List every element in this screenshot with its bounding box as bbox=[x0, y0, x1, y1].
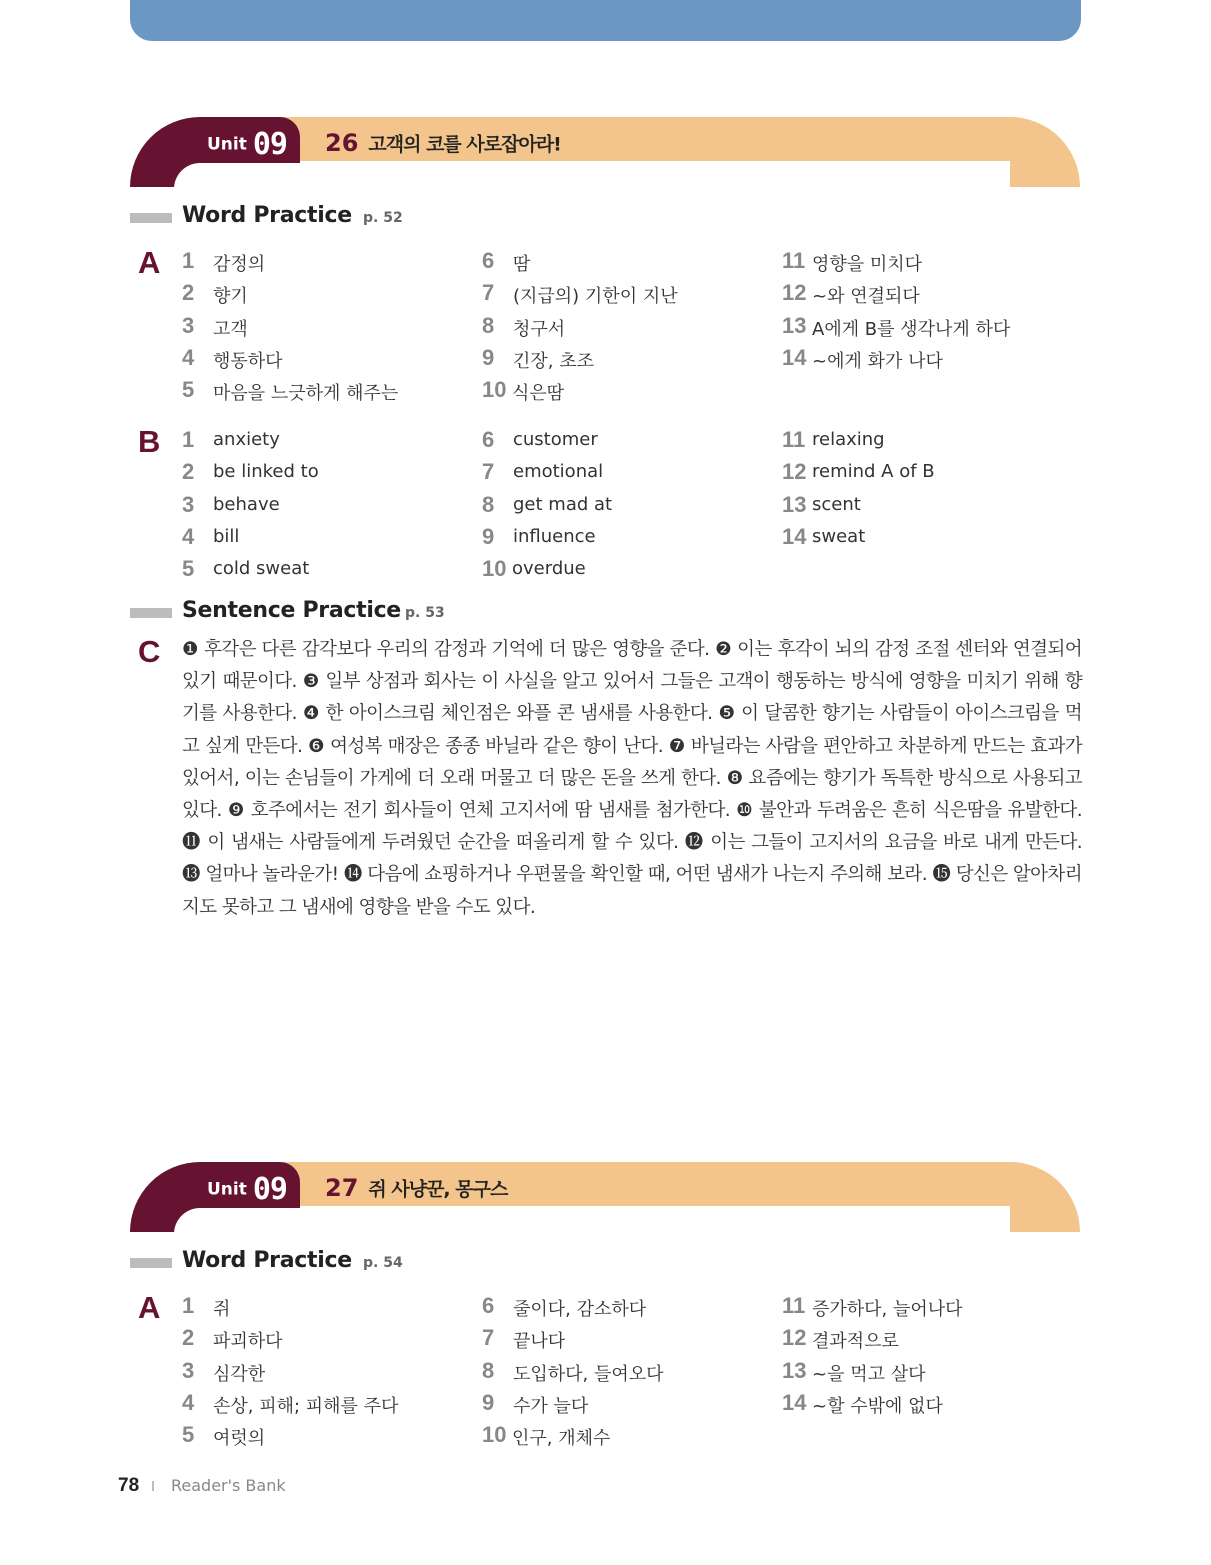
exercise-letter-a: A bbox=[138, 1290, 161, 1325]
item-text: 고객 bbox=[213, 318, 248, 340]
item-text: 쥐 bbox=[213, 1299, 231, 1320]
item-number: 4 bbox=[182, 344, 195, 370]
item-number: 11 bbox=[782, 248, 806, 273]
item-number: 12 bbox=[782, 1325, 807, 1351]
item-number: 7 bbox=[482, 1325, 495, 1351]
exercise-letter-b: B bbox=[138, 424, 161, 459]
item-text: A에게 B를 생각나게 하다 bbox=[812, 318, 1011, 340]
item-text: 수가 늘다 bbox=[513, 1395, 589, 1417]
unit-banner-26 bbox=[130, 117, 1080, 187]
section-title: Sentence Practice bbox=[182, 598, 401, 623]
section-title: Word Practice bbox=[182, 1248, 352, 1273]
sentence: ❾ 호주에서는 전기 회사들이 연체 고지서에 땀 냄새를 첨가한다. bbox=[227, 800, 737, 822]
unit-word: Unit bbox=[207, 134, 247, 155]
item-text: cold sweat bbox=[213, 558, 310, 580]
item-number: 8 bbox=[482, 491, 495, 517]
item-text: behave bbox=[213, 493, 280, 515]
sentence: ❺ 이 달콤한 향기는 사람들이 아이스크림을 먹고 싶게 만든다. bbox=[182, 703, 1082, 757]
item-text: 긴장, 초조 bbox=[513, 350, 594, 372]
lesson-title: 쥐 사냥꾼, 몽구스 bbox=[368, 1178, 508, 1201]
item-text: 향기 bbox=[213, 286, 248, 308]
item-number: 4 bbox=[182, 523, 195, 549]
item-text: emotional bbox=[513, 461, 604, 483]
item-text: 감정의 bbox=[213, 254, 266, 275]
item-number: 6 bbox=[482, 248, 495, 273]
item-number: 10 bbox=[482, 556, 507, 582]
item-text: 행동하다 bbox=[213, 350, 283, 372]
item-text: (지급의) 기한이 지난 bbox=[513, 286, 678, 308]
page-footer bbox=[118, 1475, 286, 1497]
item-text: 여럿의 bbox=[213, 1428, 266, 1450]
item-number: 5 bbox=[182, 377, 195, 403]
translation-paragraph bbox=[182, 634, 1082, 924]
sentence: ⓬ 이는 그들이 고지서의 요금을 바로 내게 만든다. bbox=[684, 832, 1083, 854]
unit-banner-27 bbox=[130, 1162, 1080, 1232]
item-text: 끝나다 bbox=[513, 1331, 566, 1353]
item-text: relaxing bbox=[812, 429, 885, 450]
item-number: 8 bbox=[482, 1357, 495, 1383]
item-number: 14 bbox=[782, 1389, 807, 1415]
lesson-heading bbox=[325, 1174, 507, 1202]
section-page: p. 54 bbox=[363, 1255, 403, 1271]
item-number: 12 bbox=[782, 280, 807, 306]
item-number: 6 bbox=[482, 427, 495, 452]
item-text: 마음을 느긋하게 해주는 bbox=[213, 383, 399, 405]
book-title: Reader's Bank bbox=[170, 1476, 286, 1495]
exercise-letter-c: C bbox=[138, 634, 161, 669]
unit-label bbox=[207, 127, 287, 162]
unit-number: 09 bbox=[252, 127, 287, 162]
sentence: ❿ 불안과 두려움은 흔히 식은땀을 유발한다. bbox=[736, 800, 1082, 822]
unit-number: 09 bbox=[252, 1172, 287, 1207]
item-number: 8 bbox=[482, 312, 495, 338]
item-number: 1 bbox=[182, 1293, 195, 1318]
item-number: 12 bbox=[782, 459, 807, 485]
sentence: ⓯ 당신은 알아차리지도 못하고 그 냄새에 영향을 받을 수도 있다. bbox=[182, 864, 1082, 918]
item-text: customer bbox=[513, 429, 598, 450]
item-text: get mad at bbox=[513, 493, 613, 515]
item-number: 5 bbox=[182, 1422, 195, 1448]
item-number: 2 bbox=[182, 280, 195, 306]
item-number: 3 bbox=[182, 1357, 195, 1383]
sentence: ❼ 바닐라는 사람을 편안하고 차분하게 만드는 효과가 있어서, 이는 손님들이 가게에 더 오래 머물고 더 많은 돈을 쓰게 한다. bbox=[182, 735, 1082, 789]
sentence: ❹ 한 아이스크림 체인점은 와플 콘 냄새를 사용한다. bbox=[302, 703, 719, 725]
sentence: ⓮ 다음에 쇼핑하거나 우편물을 확인할 때, 어떤 냄새가 나는지 주의해 보라. bbox=[343, 864, 933, 886]
item-number: 10 bbox=[482, 377, 507, 403]
item-text: ~을 먹고 살다 bbox=[812, 1363, 926, 1385]
section-page: p. 52 bbox=[363, 210, 403, 226]
item-number: 2 bbox=[182, 1325, 195, 1351]
item-number: 11 bbox=[782, 427, 806, 452]
item-text: 식은땀 bbox=[512, 383, 565, 405]
item-number: 5 bbox=[182, 556, 195, 582]
item-number: 2 bbox=[182, 459, 195, 485]
lesson-heading bbox=[325, 129, 561, 157]
item-text: remind A of B bbox=[812, 461, 935, 483]
item-text: 청구서 bbox=[513, 318, 566, 340]
item-number: 6 bbox=[482, 1293, 495, 1318]
top-color-bar bbox=[130, 0, 1081, 41]
footer-separator: I bbox=[151, 1480, 155, 1495]
item-text: ~에게 화가 나다 bbox=[812, 350, 943, 372]
item-text: 파괴하다 bbox=[213, 1331, 283, 1353]
item-number: 1 bbox=[182, 427, 195, 452]
section-page: p. 53 bbox=[405, 605, 445, 621]
item-text: sweat bbox=[812, 525, 866, 547]
item-text: anxiety bbox=[213, 429, 280, 450]
item-text: 영향을 미치다 bbox=[812, 254, 923, 275]
unit-label bbox=[207, 1172, 287, 1207]
unit-word: Unit bbox=[207, 1179, 247, 1200]
lesson-number: 27 bbox=[325, 1174, 359, 1202]
item-number: 13 bbox=[782, 312, 807, 338]
item-text: 결과적으로 bbox=[812, 1331, 899, 1353]
item-number: 4 bbox=[182, 1389, 195, 1415]
item-number: 1 bbox=[182, 248, 195, 273]
item-number: 13 bbox=[782, 491, 807, 517]
sentence: ⓫ 이 냄새는 사람들에게 두려웠던 순간을 떠올리게 할 수 있다. bbox=[182, 832, 685, 854]
item-number: 14 bbox=[782, 344, 807, 370]
item-number: 9 bbox=[482, 344, 495, 370]
item-text: be linked to bbox=[213, 461, 319, 483]
page-number: 78 bbox=[118, 1475, 140, 1496]
item-number: 7 bbox=[482, 280, 495, 306]
section-title: Word Practice bbox=[182, 203, 352, 228]
item-number: 3 bbox=[182, 312, 195, 338]
lesson-number: 26 bbox=[325, 129, 359, 157]
sentence: ❽ 요즘에는 향기가 독특한 방식으로 사용되고 있다. bbox=[182, 767, 1082, 822]
item-text: ~와 연결되다 bbox=[812, 286, 920, 308]
lesson-title: 고객의 코를 사로잡아라! bbox=[368, 133, 561, 156]
sentence: ❸ 일부 상점과 회사는 이 사실을 알고 있어서 그들은 고객이 행동하는 방식에 영향을 미치기 위해 향기를 사용한다. bbox=[182, 671, 1082, 725]
sentence: ❶ 후각은 다른 감각보다 우리의 감정과 기억에 더 많은 영향을 준다. bbox=[182, 639, 716, 660]
item-text: 증가하다, 늘어나다 bbox=[812, 1299, 963, 1320]
item-text: 인구, 개체수 bbox=[512, 1428, 611, 1450]
item-text: influence bbox=[513, 525, 596, 547]
item-text: 줄이다, 감소하다 bbox=[513, 1299, 647, 1320]
item-number: 7 bbox=[482, 459, 495, 485]
item-number: 9 bbox=[482, 523, 495, 549]
item-text: 심각한 bbox=[213, 1363, 266, 1385]
item-number: 14 bbox=[782, 523, 807, 549]
item-text: scent bbox=[812, 493, 861, 515]
sentence: ⓭ 얼마나 놀라운가! bbox=[182, 864, 344, 886]
item-text: 땀 bbox=[513, 254, 531, 275]
exercise-letter-a: A bbox=[138, 245, 161, 280]
item-number: 13 bbox=[782, 1357, 807, 1383]
item-number: 11 bbox=[782, 1293, 806, 1318]
item-text: 손상, 피해; 피해를 주다 bbox=[213, 1395, 399, 1417]
item-text: 도입하다, 들여오다 bbox=[513, 1363, 664, 1385]
item-text: ~할 수밖에 없다 bbox=[812, 1395, 943, 1417]
item-number: 3 bbox=[182, 491, 195, 517]
sentence: ❷ 이는 후각이 뇌의 감정 조절 센터와 연결되어 있기 때문이다. bbox=[182, 639, 1082, 693]
item-number: 9 bbox=[482, 1389, 495, 1415]
item-text: overdue bbox=[512, 558, 586, 580]
sentence: ❻ 여성복 매장은 종종 바닐라 같은 향이 난다. bbox=[307, 735, 669, 757]
item-number: 10 bbox=[482, 1422, 507, 1448]
item-text: bill bbox=[213, 525, 240, 547]
